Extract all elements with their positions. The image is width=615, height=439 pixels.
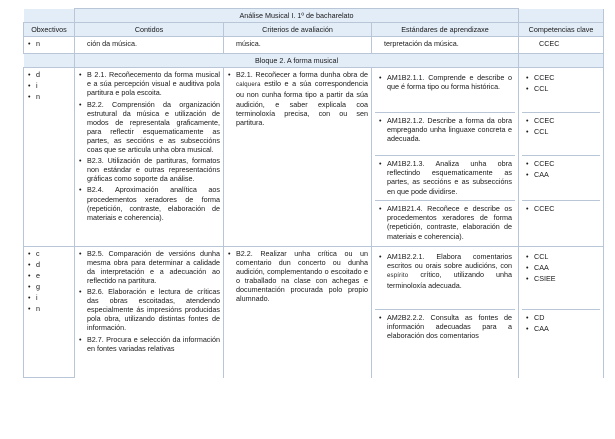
criteria-cell xyxy=(224,68,372,246)
contents-cell xyxy=(75,37,224,54)
standard-text: terpretación da música. xyxy=(384,39,459,49)
competences-cell xyxy=(519,246,604,378)
objectives-cell xyxy=(24,246,75,378)
objective-item: • i xyxy=(27,81,71,90)
competences-cell xyxy=(519,37,604,54)
standard-block xyxy=(375,201,515,243)
criteria-small-word: calquera xyxy=(236,82,261,89)
contents-cell xyxy=(75,246,224,378)
table-title: Análise Musical I. 1º de bacharelato xyxy=(75,9,519,23)
criteria-cell xyxy=(224,37,372,54)
standards-cell xyxy=(372,246,519,378)
competence-item: • CCL xyxy=(525,252,597,261)
standards-cell xyxy=(372,68,519,246)
table-row xyxy=(24,68,604,246)
content-item: • B2.7. Procura e selección da información en fontes variadas relativas xyxy=(78,335,220,353)
standard-block xyxy=(375,113,515,156)
table-row xyxy=(24,246,604,378)
competence-item: • CCEC xyxy=(525,73,597,82)
competence-item: • CCEC xyxy=(525,204,597,213)
standard-block xyxy=(375,70,515,113)
table-row xyxy=(24,37,604,54)
competence-item: • CCL xyxy=(525,127,597,136)
objective-item: • g xyxy=(27,282,71,291)
competence-item: • CAA xyxy=(525,263,597,272)
competence-block xyxy=(522,201,600,218)
header-criteria: Criterios de avaliación xyxy=(224,23,372,37)
objective-item: • n xyxy=(27,39,71,48)
criteria-item: • B2.2. Realizar unha crítica ou un comentario dun concerto ou dunha audición, complementando o escoitado e o traballado na clase con achegas e documentación procurada polo propio alumnado. xyxy=(227,249,368,304)
competence-item: • CCEC xyxy=(525,159,597,168)
header-contents: Contidos xyxy=(75,23,224,37)
standard-block xyxy=(375,310,515,376)
header-row xyxy=(24,23,604,37)
competence-item: • CCEC xyxy=(525,116,597,125)
standard-item: • AM2B2.2.2. Consulta as fontes de información adecuadas para a elaboración dos comentarios xyxy=(378,313,512,340)
standard-block xyxy=(375,249,515,310)
standard-item: • AM1B21.4. Recoñece e describe os procedementos xeradores de forma (repetición, contraste, elaboración de materiais e coherencia). xyxy=(378,204,512,240)
competence-item: • CAA xyxy=(525,324,597,333)
competence-item: • CSIEE xyxy=(525,274,597,283)
content-item: • B 2.1. Recoñecemento da forma musical e a súa percepción visual e auditiva pola partitura e pola escoita. xyxy=(78,70,220,97)
competence-block xyxy=(522,156,600,201)
objective-item: • c xyxy=(27,249,71,258)
competences-cell xyxy=(519,68,604,246)
header-objectives: Obxectivos xyxy=(24,23,75,37)
block-title-row xyxy=(24,54,604,68)
standard-item: • AM1B2.1.2. Describe a forma da obra empregando unha linguaxe concreta e adecuada. xyxy=(378,116,512,143)
competence-block xyxy=(522,249,600,310)
criteria-item: • B2.1. Recoñecer a forma dunha obra de calquera estilo e a súa correspondencia ou non cunha forma tipo a partir da súa audición, e saber explicala coa terminoloxía precisa, con ou sen partitura. xyxy=(227,70,368,127)
curriculum-table xyxy=(23,8,604,378)
content-item: • B2.2. Comprensión da organización estrutural da música e utilización de modos de representala graficamente, para reflectir esquematicamente as partes, as seccións e as subseccións coas que se articula unha obra musical. xyxy=(78,100,220,155)
standard-item: • AM1B2.1.3. Analiza unha obra reflectindo esquematicamente as partes, as seccións e as subseccións en que pode dividirse. xyxy=(378,159,512,195)
standard-item: • AM1B2.1.1. Comprende e describe o que é forma tipo ou forma histórica. xyxy=(378,73,512,91)
content-item: • B2.4. Aproximación analítica aos procedementos xeradores de forma (repetición, contraste, elaboración de materiais e coherencia). xyxy=(78,185,220,221)
standard-item: • AM1B2.2.1. Elabora comentarios escritos ou orais sobre audicións, con espírito crítico, utilizando unha terminoloxía adecuada. xyxy=(378,252,512,290)
standard-block xyxy=(375,156,515,201)
standards-cell xyxy=(372,37,519,54)
criteria-text: música. xyxy=(236,39,261,49)
content-item: • B2.5. Comparación de versións dunha mesma obra para determinar a calidade da interpretación e a adecuación ao reflectido na partitura. xyxy=(78,249,220,285)
header-standards: Estándares de aprendizaxe xyxy=(372,23,519,37)
objective-item: • e xyxy=(27,271,71,280)
content-item: • B2.3. Utilización de partituras, formatos non estándar e outras representacións gráficas como soporte da análise. xyxy=(78,156,220,183)
contents-cell xyxy=(75,68,224,246)
competence-item: CCEC xyxy=(539,39,560,49)
objective-item: • d xyxy=(27,70,71,79)
objective-item: • i xyxy=(27,293,71,302)
competence-block xyxy=(522,113,600,156)
objectives-cell xyxy=(24,37,75,54)
objective-item: • n xyxy=(27,92,71,101)
competence-item: • CD xyxy=(525,313,597,322)
block-title: Bloque 2. A forma musical xyxy=(75,54,519,68)
objective-item: • n xyxy=(27,304,71,313)
competence-item: • CAA xyxy=(525,170,597,179)
content-text: ción da música. xyxy=(87,39,137,49)
content-item: • B2.6. Elaboración e lectura de críticas das obras escoitadas, atendendo especialmente ás impresións producidas pola obra, utilizando distintas fontes de información. xyxy=(78,287,220,332)
objectives-cell xyxy=(24,68,75,246)
standard-small-word: espírito xyxy=(387,272,409,279)
table-title-row xyxy=(24,9,604,23)
competence-block xyxy=(522,70,600,113)
competence-block xyxy=(522,310,600,376)
criteria-cell xyxy=(224,246,372,378)
objective-item: • d xyxy=(27,260,71,269)
header-competences: Competencias clave xyxy=(519,23,604,37)
competence-item: • CCL xyxy=(525,84,597,93)
